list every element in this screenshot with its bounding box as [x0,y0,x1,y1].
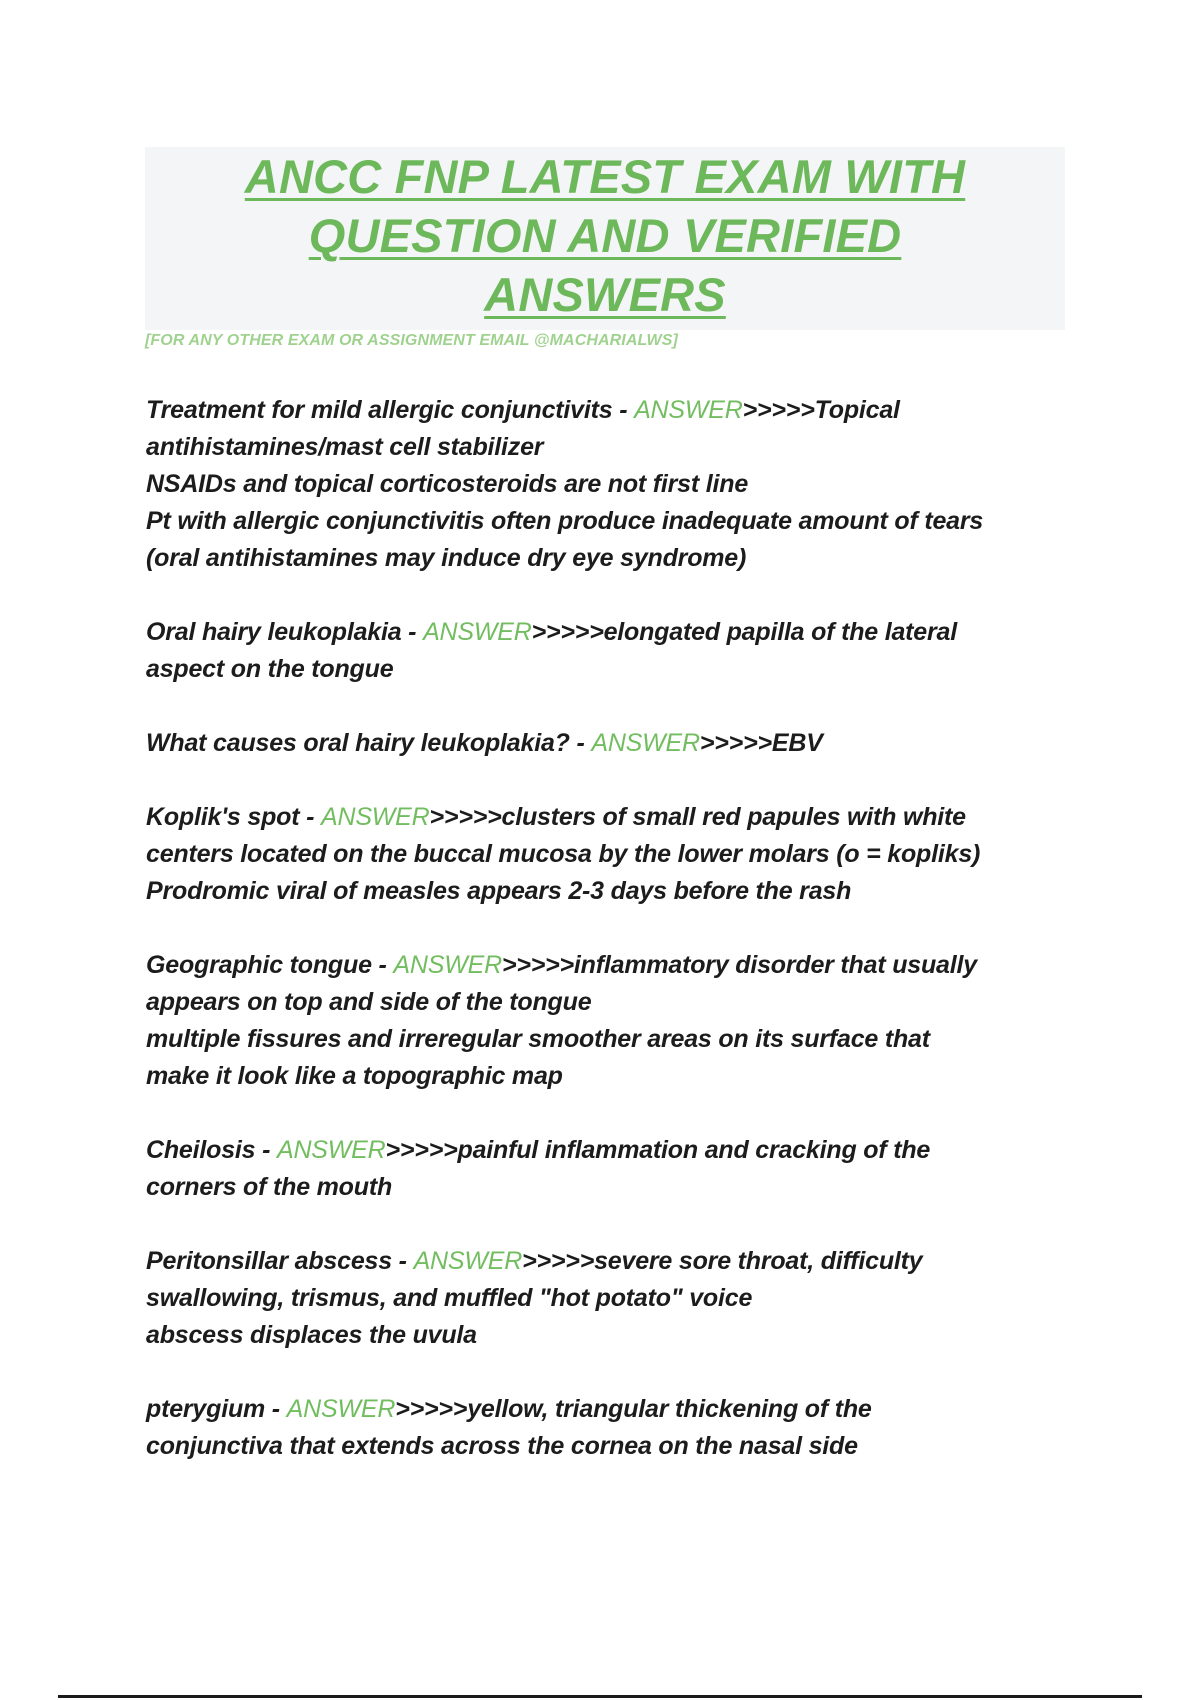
qa-question: Oral hairy leukoplakia - [146,618,424,646]
qa-answer: >>>>>clusters of small red papules with white [429,803,966,831]
answer-label: ANSWER [413,1247,523,1275]
qa-answer: >>>>>EBV [699,729,823,757]
qa-first-line [146,725,1066,762]
title-block [145,147,1065,330]
qa-first-line [146,1132,1066,1169]
qa-continuation-line: aspect on the tongue [146,655,394,683]
qa-item [146,725,1066,762]
qa-item [146,392,1066,577]
bottom-divider [58,1695,1142,1698]
qa-continuation-line: Pt with allergic conjunctivitis often produce inadequate amount of tears [146,507,984,535]
answer-label: ANSWER [423,618,532,646]
qa-question: Cheilosis - [146,1136,277,1164]
qa-answer: >>>>>yellow, triangular thickening of the [395,1395,872,1423]
qa-continuation-line: make it look like a topographic map [146,1062,563,1090]
answer-label: ANSWER [276,1136,386,1164]
qa-continuation-line: Prodromic viral of measles appears 2-3 days before the rash [146,877,852,905]
answer-label: ANSWER [320,803,430,831]
qa-question: Peritonsillar abscess - [146,1247,414,1275]
qa-question: Geographic tongue - [146,951,394,979]
qa-continuation-line: swallowing, trismus, and muffled "hot potato" voice [146,1284,753,1312]
qa-question: What causes oral hairy leukoplakia? - [146,729,592,757]
qa-answer: >>>>>elongated papilla of the lateral [531,618,957,646]
qa-first-line [146,614,1066,651]
qa-question: pterygium - [146,1395,287,1423]
page-title [145,147,1065,324]
qa-item [146,614,1066,688]
qa-item [146,1132,1066,1206]
qa-continuation-line: (oral antihistamines may induce dry eye syndrome) [146,544,747,572]
title-line-3: ANSWERS [484,268,726,321]
answer-label: ANSWER [393,951,502,979]
qa-answer: >>>>>Topical [742,396,900,424]
qa-question: Treatment for mild allergic conjunctivits - [146,396,635,424]
qa-continuation-line: abscess displaces the uvula [146,1321,477,1349]
qa-continuation-line: multiple fissures and irreregular smoother areas on its surface that [146,1025,930,1053]
title-line-1: ANCC FNP LATEST EXAM WITH [244,150,966,203]
qa-answer: >>>>>severe sore throat, difficulty [522,1247,923,1275]
qa-answer: >>>>>inflammatory disorder that usually [501,951,977,979]
qa-continuation-line: appears on top and side of the tongue [146,988,592,1016]
answer-label: ANSWER [591,729,700,757]
qa-first-line [146,1243,1066,1280]
qa-item [146,1243,1066,1354]
qa-first-line [146,799,1066,836]
qa-continuation-line: corners of the mouth [146,1173,393,1201]
answer-label: ANSWER [286,1395,396,1423]
qa-question: Koplik's spot - [146,803,321,831]
contact-subtitle: [FOR ANY OTHER EXAM OR ASSIGNMENT EMAIL @MACHARIALWS] [145,332,678,349]
qa-continuation-line: antihistamines/mast cell stabilizer [146,433,544,461]
qa-item [146,1391,1066,1465]
qa-continuation-line: NSAIDs and topical corticosteroids are not first line [146,470,749,498]
qa-first-line [146,1391,1066,1428]
qa-first-line [146,947,1066,984]
qa-list [146,392,1066,1502]
qa-item [146,947,1066,1095]
title-line-2: QUESTION AND VERIFIED [308,209,902,262]
qa-item [146,799,1066,910]
answer-label: ANSWER [634,396,743,424]
qa-continuation-line: centers located on the buccal mucosa by the lower molars (o = kopliks) [146,840,981,868]
qa-first-line [146,392,1066,429]
qa-answer: >>>>>painful inflammation and cracking of the [385,1136,931,1164]
qa-continuation-line: conjunctiva that extends across the cornea on the nasal side [146,1432,858,1460]
